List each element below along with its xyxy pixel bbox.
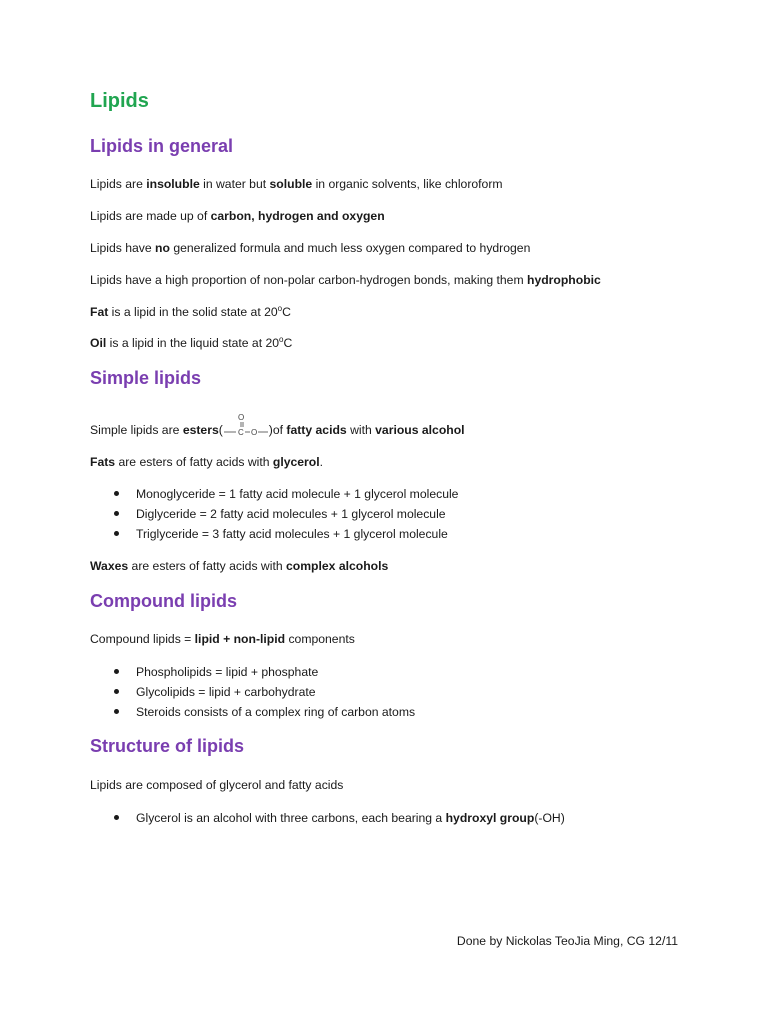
list-item: Monoglyceride = 1 fatty acid molecule + 1 glycerol molecule (110, 486, 458, 506)
simple-waxes-line: Waxes are esters of fatty acids with complex alcohols (90, 559, 389, 573)
general-paragraph-2: Lipids are made up of carbon, hydrogen and oxygen (90, 209, 385, 223)
general-paragraph-6: Oil is a lipid in the liquid state at 20$^o$C (90, 335, 293, 350)
bullet-icon (114, 815, 119, 820)
bullet-icon (114, 709, 119, 714)
list-item: Glycerol is an alcohol with three carbons, each bearing a hydroxyl group(-OH) (110, 810, 565, 830)
bullet-icon (114, 669, 119, 674)
list-item: Glycolipids = lipid + carbohydrate (110, 684, 415, 704)
structure-bullet-list (110, 810, 565, 830)
general-paragraph-3: Lipids have no generalized formula and much less oxygen compared to hydrogen (90, 241, 531, 255)
bullet-icon (114, 511, 119, 516)
page-title: Lipids (90, 90, 149, 112)
ester-formula-diagram (223, 412, 269, 438)
formula-carbon: C (237, 428, 244, 437)
list-item: Triglyceride = 3 fatty acid molecules + 1 glycerol molecule (110, 526, 458, 546)
heading-compound-lipids: Compound lipids (90, 591, 237, 611)
heading-simple-lipids: Simple lipids (90, 368, 202, 388)
bullet-icon (114, 531, 119, 536)
compound-definition-line: Compound lipids = lipid + non-lipid components (90, 632, 355, 646)
heading-lipids-in-general: Lipids in general (90, 136, 234, 156)
list-item: Steroids consists of a complex ring of carbon atoms (110, 704, 415, 724)
general-paragraph-5: Fat is a lipid in the solid state at 20$^o$C (90, 304, 291, 319)
general-paragraph-4: Lipids have a high proportion of non-polar carbon-hydrogen bonds, making them hydrophobic (90, 273, 601, 287)
page-footer: Done by Nickolas TeoJia Ming, CG 12/11 (456, 934, 678, 948)
compound-lipids-bullet-list (110, 664, 415, 724)
general-paragraph-1: Lipids are insoluble in water but soluble in organic solvents, like chloroform (90, 177, 503, 191)
bullet-icon (114, 689, 119, 694)
list-item: Phospholipids = lipid + phosphate (110, 664, 415, 684)
heading-structure-of-lipids: Structure of lipids (90, 736, 245, 756)
bullet-icon (114, 491, 119, 496)
list-item: Diglyceride = 2 fatty acid molecules + 1 glycerol molecule (110, 506, 458, 526)
formula-carbonyl-oxygen: O (237, 413, 245, 422)
structure-line: Lipids are composed of glycerol and fatty acids (90, 778, 344, 792)
simple-fats-line: Fats are esters of fatty acids with glycerol. (90, 455, 324, 469)
simple-ester-line: Simple lipids are esters( O C O )of fatty acids with various alcohol (90, 413, 465, 437)
formula-ester-oxygen: O (250, 428, 258, 437)
simple-lipids-bullet-list (110, 486, 458, 546)
